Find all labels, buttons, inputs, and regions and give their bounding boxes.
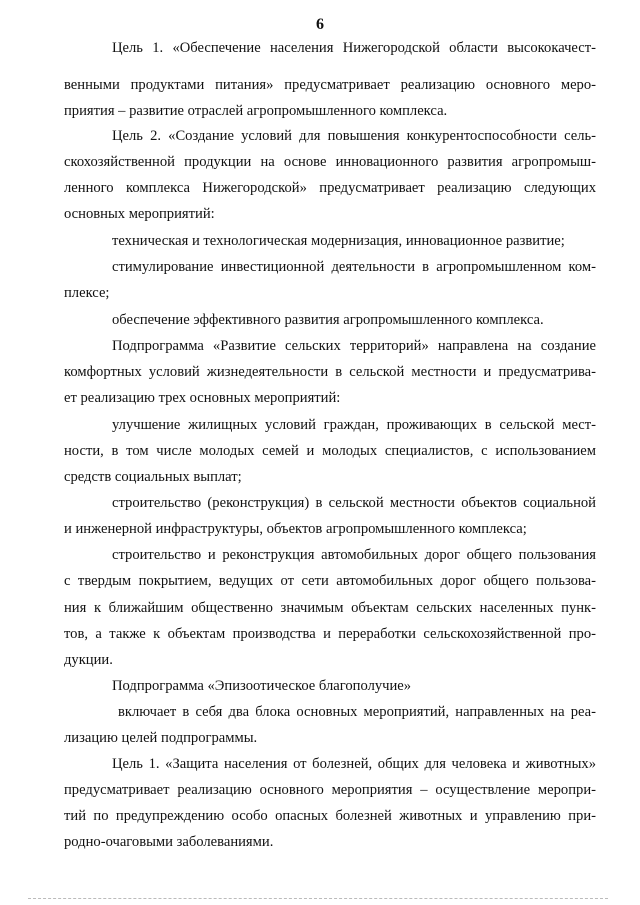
page-number: 6 (316, 16, 324, 33)
text-line: ет реализацию трех основных мероприятий: (64, 390, 341, 406)
list-item: строительство (реконструкция) в сельской местности объектов социальной (112, 495, 596, 511)
text-line: с твердым покрытием, ведущих от сети автомобильных дорог общего пользова- (64, 573, 596, 589)
text-line: скохозяйственной продукции на основе инновационного развития агропромыш- (64, 154, 596, 170)
text-line: средств социальных выплат; (64, 469, 242, 485)
text-line: Цель 1. «Обеспечение населения Нижегородской области высококачест- (112, 40, 596, 56)
text-line: ности, в том числе молодых семей и молодых специалистов, с использованием (64, 443, 596, 459)
text-line: комфортных условий жизнедеятельности в сельской местности и предусматрива- (64, 364, 596, 380)
text-line: венными продуктами питания» предусматривает реализацию основного меро- (64, 77, 596, 93)
text-line: ленного комплекса Нижегородской» предусматривает реализацию следующих (64, 180, 596, 196)
text-line: Цель 2. «Создание условий для повышения конкурентоспособности сель- (112, 128, 596, 144)
text-line: Подпрограмма «Развитие сельских территорий» направлена на создание (112, 338, 596, 354)
text-line: тов, а также к объектам производства и переработки сельскохозяйственной про- (64, 626, 596, 642)
text-line: основных мероприятий: (64, 206, 215, 222)
text-line: дукции. (64, 652, 113, 668)
text-line: лизацию целей подпрограммы. (64, 730, 258, 746)
text-line: ния к ближайшим общественно значимым объектам сельских населенных пунк- (64, 600, 596, 616)
list-item: стимулирование инвестиционной деятельности в агропромышленном ком- (112, 259, 596, 275)
text-line: приятия – развитие отраслей агропромышленного комплекса. (64, 103, 448, 119)
page-edge-divider (28, 898, 608, 899)
list-item: улучшение жилищных условий граждан, проживающих в сельской мест- (112, 417, 596, 433)
text-line: включает в себя два блока основных мероприятий, направленных на реа- (118, 704, 596, 720)
list-item: техническая и технологическая модернизация, инновационное развитие; (112, 233, 565, 249)
list-item: обеспечение эффективного развития агропромышленного комплекса. (112, 312, 544, 328)
text-line: тий по предупреждению особо опасных болезней животных и управлению при- (64, 808, 596, 824)
text-line: предусматривает реализацию основного мероприятия – осуществление меропри- (64, 782, 596, 798)
text-line: Цель 1. «Защита населения от болезней, общих для человека и животных» (112, 756, 596, 772)
subprogram-heading: Подпрограмма «Эпизоотическое благополучие» (112, 678, 412, 694)
text-line: и инженерной инфраструктуры, объектов агропромышленного комплекса; (64, 521, 527, 537)
list-item: строительство и реконструкция автомобильных дорог общего пользования (112, 547, 596, 563)
text-line: плексе; (64, 285, 110, 301)
text-line: родно-очаговыми заболеваниями. (64, 834, 274, 850)
